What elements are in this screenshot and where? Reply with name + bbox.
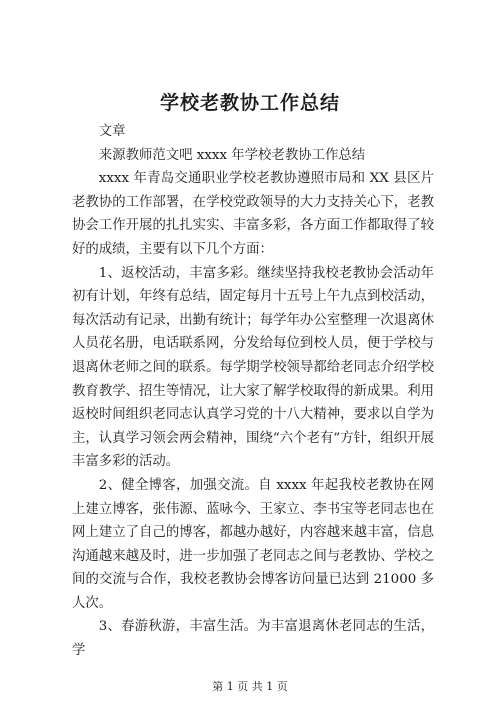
source-line: 来源教师范文吧 xxxx 年学校老教协工作总结 <box>98 147 366 163</box>
page-title: 学校老教协工作总结 <box>159 92 340 114</box>
paragraph-section-3: 3、春游秋游，丰富生活。为丰富退离休老同志的生活，学 <box>72 619 434 659</box>
page-footer: 第 1 页 共 1 页 <box>212 680 288 693</box>
meta-label: 文章 <box>98 124 126 139</box>
paragraph-section-1: 1、返校活动，丰富多彩。继续坚持我校老教协会活动年初有计划，年终有总结，固定每月十五号上午九点到校活动，每次活动有记录，出勤有统计；每学年办公室整理一次退离休人员花名册，电话联系网，分发给每位到校人员，便于学校与退离休老师之间的联系。每学期学校领导都给老同志介绍学校教育教学、招生等情况，让大家了解学校取得的新成果。利用返校时间组织老同志认真学习党的十八大精神，要求以自学为主，认真学习领会两会精神，围绕“六个老有”方针，组织开展丰富多彩的活动。 <box>72 265 434 470</box>
paragraph-intro: xxxx 年青岛交通职业学校老教协遵照市局和 XX 县区片老教协的工作部署，在学校党政领导的大力支持关心下，老教协会工作开展的扎扎实实、丰富多彩，各方面工作都取得了较好的成绩，主要有以下几个方面： <box>72 171 434 257</box>
document-body <box>72 120 434 663</box>
paragraph-section-2: 2、健全博客，加强交流。自 xxxx 年起我校老教协在网上建立博客，张伟源、蓝咏今、王家立、李书宝等老同志也在网上建立了自己的博客，都越办越好，内容越来越丰富，信息沟通越来越及时，进一步加强了老同志之间与老教协、学校之间的交流与合作，我校老教协会博客访问量已达到 21000 多人次。 <box>72 477 434 611</box>
